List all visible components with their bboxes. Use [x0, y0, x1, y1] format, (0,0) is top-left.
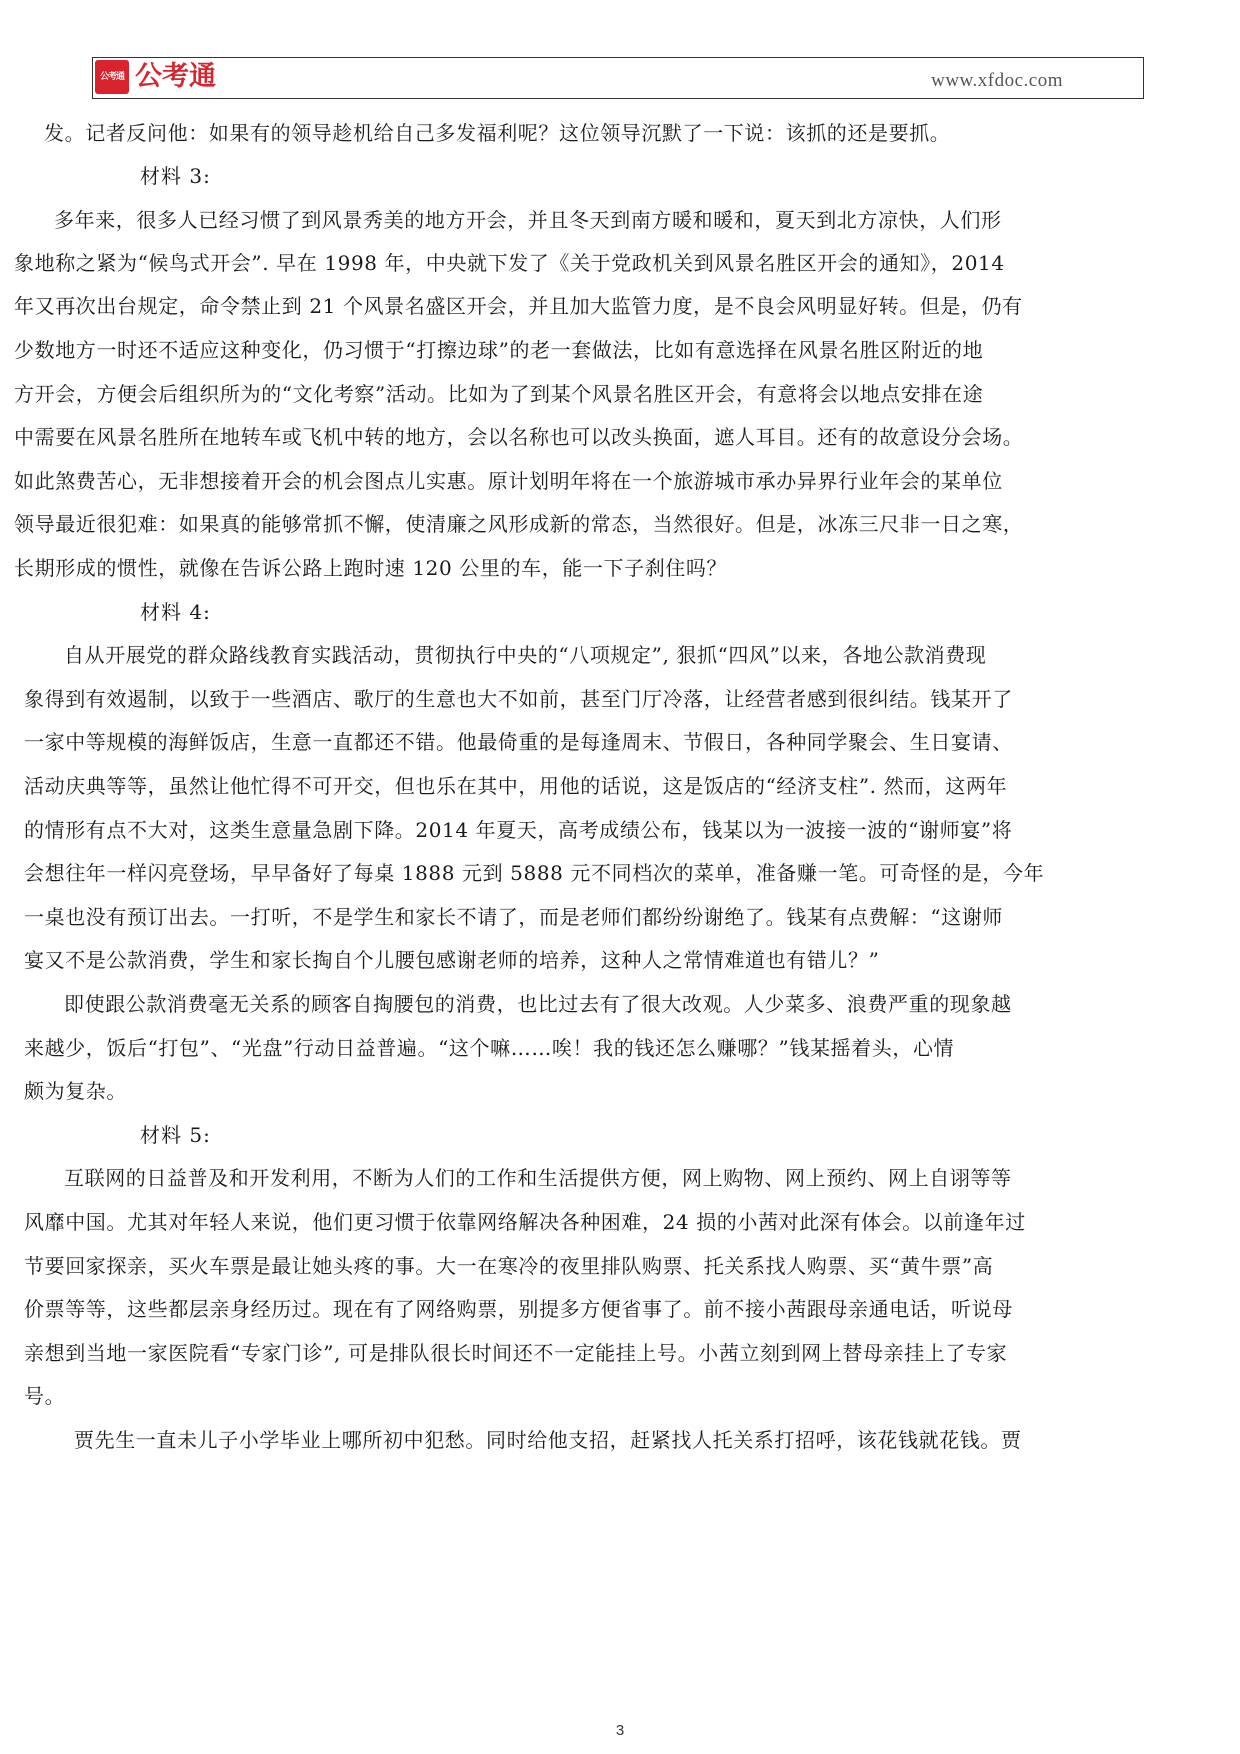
text-line: 象地称之紧为“候鸟式开会”. 早在 1998 年，中央就下发了《关于党政机关到风景名胜区开会的通知》，2014 — [14, 251, 1005, 275]
text-line: 发。记者反问他：如果有的领导趁机给自己多发福利呢？这位领导沉默了一下说：该抓的还是要抓。 — [44, 121, 951, 145]
text-line: 亲想到当地一家医院看“专家门诊”, 可是排队很长时间还不一定能挂上号。小茜立刻到网上替母亲挂上了专家 — [24, 1341, 1008, 1365]
text-line: 年又再次出台规定，命令禁止到 21 个风景名盛区开会，并且加大监管力度，是不良会风明显好转。但是，仍有 — [14, 294, 1023, 318]
text-line: 少数地方一时还不适应这种变化，仍习惯于“打擦边球”的老一套做法，比如有意选择在风景名胜区附近的地 — [14, 338, 984, 362]
page-number: 3 — [615, 1722, 625, 1739]
text-line: 来越少，饭后“打包”、“光盘”行动日益普遍。“这个嘛……唉！我的钱还怎么赚哪？”钱某摇着头，心情 — [24, 1036, 955, 1060]
text-line: 方开会，方便会后组织所为的“文化考察”活动。比如为了到某个风景名胜区开会，有意将会以地点安排在途 — [14, 382, 984, 406]
text-line: 价票等等，这些都层亲身经历过。现在有了网络购票，别提多方便省事了。前不接小茜跟母亲通电话，听说母 — [24, 1297, 1013, 1321]
text-line: 领导最近很犯难：如果真的能够常抓不懈，使清廉之风形成新的常态，当然很好。但是，冰冻三尺非一日之寒， — [14, 512, 1024, 536]
logo-text: 公考通 — [135, 61, 216, 92]
text-line: 节要回家探亲，买火车票是最让她头疼的事。大一在寒冷的夜里排队购票、托关系找人购票、买“黄牛票”高 — [24, 1254, 994, 1278]
section-heading-material-3: 材料 3: — [140, 164, 211, 188]
section-heading-material-5: 材料 5: — [140, 1123, 211, 1147]
text-line: 即使跟公款消费毫无关系的顾客自掏腰包的消费，也比过去有了很大改观。人少菜多、浪费严重的现象越 — [64, 992, 1012, 1016]
section-heading-material-4: 材料 4: — [140, 600, 211, 624]
text-line: 互联网的日益普及和开发利用，不断为人们的工作和生活提供方便，网上购物、网上预约、网上自诩等等 — [64, 1166, 1012, 1190]
logo-badge: 公考通 — [95, 60, 129, 94]
text-line: 贾先生一直未儿子小学毕业上哪所初中犯愁。同时给他支招，赶紧找人托关系打招呼，该花钱就花钱。贾 — [74, 1428, 1022, 1452]
page-header — [92, 57, 1144, 99]
text-line: 风靡中国。尤其对年轻人来说，他们更习惯于依靠网络解决各种困难，24 损的小茜对此深有体会。以前逢年过 — [24, 1210, 1026, 1234]
text-line: 活动庆典等等，虽然让他忙得不可开交，但也乐在其中，用他的话说，这是饭店的“经济支柱”. 然而，这两年 — [24, 774, 1008, 798]
site-url: www.xfdoc.com — [931, 70, 1063, 91]
text-line: 自从开展党的群众路线教育实践活动，贯彻执行中央的“八项规定”, 狠抓“四风”以来，各地公款消费现 — [64, 643, 987, 667]
text-line: 中需要在风景名胜所在地转车或飞机中转的地方，会以名称也可以改头换面，遮人耳目。还有的故意设分会场。 — [14, 425, 1024, 449]
text-line: 号。 — [24, 1384, 66, 1408]
text-line: 宴又不是公款消费，学生和家长掏自个儿腰包感谢老师的培养，这种人之常情难道也有错儿？” — [24, 948, 880, 972]
text-line: 如此煞费苦心，无非想接着开会的机会图点儿实惠。原计划明年将在一个旅游城市承办异界行业年会的某单位 — [14, 469, 1003, 493]
text-line: 长期形成的惯性，就像在告诉公路上跑时速 120 公里的车，能一下子刹住吗？ — [14, 556, 728, 580]
text-line: 的情形有点不大对，这类生意量急剧下降。2014 年夏天，高考成绩公布，钱某以为一波接一波的“谢师宴”将 — [24, 818, 1013, 842]
text-line: 一桌也没有预订出去。一打听，不是学生和家长不请了，而是老师们都纷纷谢绝了。钱某有点费解：“这谢师 — [24, 905, 1004, 929]
text-line: 一家中等规模的海鲜饭店，生意一直都还不错。他最倚重的是每逢周末、节假日，各种同学聚会、生日宴请、 — [24, 730, 1013, 754]
text-line: 多年来，很多人已经习惯了到风景秀美的地方开会，并且冬天到南方暖和暖和，夏天到北方凉快，人们形 — [54, 208, 1002, 232]
text-line: 会想往年一样闪亮登场，早早备好了每桌 1888 元到 5888 元不同档次的菜单，准备赚一笔。可奇怪的是，今年 — [24, 861, 1045, 885]
text-line: 象得到有效遏制，以致于一些酒店、歌厅的生意也大不如前，甚至门厅冷落，让经营者感到很纠结。钱某开了 — [24, 687, 1013, 711]
text-line: 颇为复杂。 — [24, 1079, 127, 1103]
